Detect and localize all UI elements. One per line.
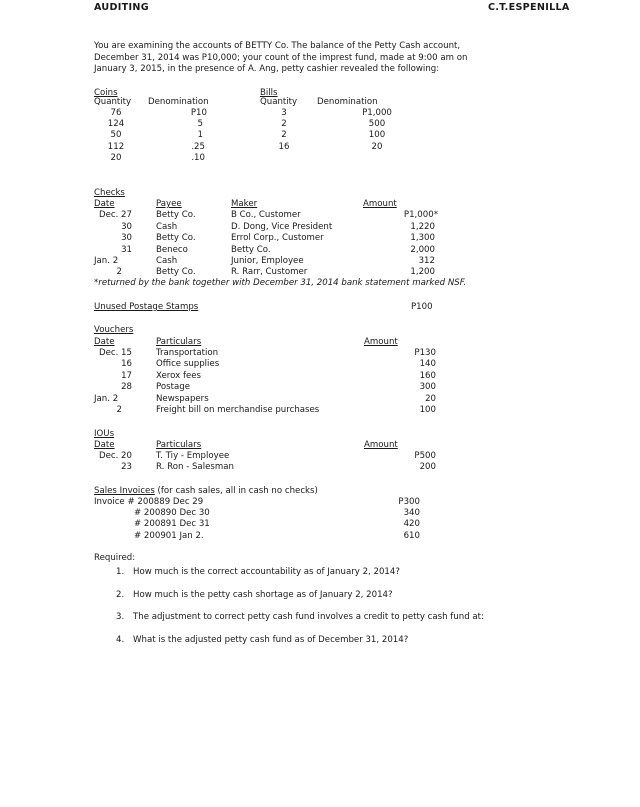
question-text: How much is the petty cash shortage as of January 2, 2014? bbox=[133, 590, 393, 600]
sales-title: Sales Invoices bbox=[94, 486, 155, 496]
coins-denom: 1 bbox=[197, 130, 203, 140]
ious-particulars-header: Particulars bbox=[156, 440, 202, 450]
course-title: AUDITING bbox=[94, 2, 149, 13]
question-number: 4. bbox=[116, 635, 125, 645]
checks-date-header: Date bbox=[94, 199, 115, 209]
coins-quantity-header: Quantity bbox=[94, 97, 132, 107]
voucher-amount: 100 bbox=[419, 405, 436, 415]
checks-footnote: *returned by the bank together with December 31, 2014 bank statement marked NSF. bbox=[94, 278, 467, 288]
check-amount: P1,000* bbox=[403, 210, 438, 220]
check-payee: Cash bbox=[156, 256, 178, 266]
iou-particulars: T. Tiy - Employee bbox=[156, 451, 230, 461]
checks-title: Checks bbox=[94, 188, 125, 198]
intro-line: December 31, 2014 was P10,000; your count of the imprest fund, made at 9:00 am on bbox=[94, 52, 468, 63]
coins-denomination-header: Denomination bbox=[148, 97, 209, 107]
check-date: Jan. 2 bbox=[94, 256, 119, 266]
check-amount: 1,220 bbox=[410, 222, 435, 232]
question-number: 2. bbox=[116, 590, 125, 600]
voucher-particulars: Newspapers bbox=[156, 394, 209, 404]
bills-qty: 16 bbox=[278, 142, 290, 152]
author-name: C.T.ESPENILLA bbox=[488, 2, 570, 13]
ious-amount-header: Amount bbox=[364, 440, 398, 450]
voucher-date: 28 bbox=[121, 382, 132, 392]
vouchers-title: Vouchers bbox=[94, 325, 134, 335]
coins-denom: .25 bbox=[191, 142, 205, 152]
check-maker: Betty Co. bbox=[231, 245, 271, 255]
coins-qty: 124 bbox=[107, 119, 125, 129]
ious-title: IOUs bbox=[94, 429, 115, 439]
coins-qty: 50 bbox=[110, 130, 122, 140]
iou-date: 23 bbox=[121, 462, 132, 472]
checks-amount-header: Amount bbox=[363, 199, 397, 209]
sales-subtitle: (for cash sales, all in cash no checks) bbox=[154, 486, 318, 496]
invoice-label: # 200890 Dec 30 bbox=[134, 508, 210, 518]
check-maker: D. Dong, Vice President bbox=[231, 222, 333, 232]
coins-denom: P10 bbox=[190, 108, 207, 118]
invoice-label: Invoice # 200889 Dec 29 bbox=[94, 497, 204, 507]
coins-denom: .10 bbox=[191, 153, 205, 163]
voucher-amount: 300 bbox=[419, 382, 436, 392]
voucher-amount: 20 bbox=[425, 394, 436, 404]
check-payee: Betty Co. bbox=[156, 267, 196, 277]
coins-qty: 20 bbox=[110, 153, 122, 163]
voucher-date: 16 bbox=[121, 359, 132, 369]
coins-denom: 5 bbox=[197, 119, 203, 129]
bills-denom: 20 bbox=[371, 142, 383, 152]
voucher-date: Dec. 15 bbox=[98, 348, 132, 358]
check-date: 30 bbox=[121, 222, 132, 232]
bills-qty: 2 bbox=[281, 130, 287, 140]
voucher-date: Jan. 2 bbox=[94, 394, 119, 404]
intro-paragraph bbox=[94, 41, 524, 76]
bills-denom: P1,000 bbox=[362, 108, 392, 118]
invoice-label: # 200901 Jan 2. bbox=[134, 531, 204, 541]
voucher-particulars: Transportation bbox=[156, 348, 219, 358]
invoice-label: # 200891 Dec 31 bbox=[134, 519, 210, 529]
iou-particulars: R. Ron - Salesman bbox=[156, 462, 234, 472]
bills-quantity-header: Quantity bbox=[260, 97, 298, 107]
voucher-particulars: Office supplies bbox=[156, 359, 220, 369]
voucher-date: 17 bbox=[121, 371, 132, 381]
invoice-amount: P300 bbox=[398, 497, 420, 507]
postage-label: Unused Postage Stamps bbox=[94, 302, 199, 312]
bills-title: Bills bbox=[260, 88, 278, 98]
intro-line: You are examining the accounts of BETTY Co. The balance of the Petty Cash account, bbox=[94, 41, 461, 51]
check-amount: 1,300 bbox=[410, 233, 435, 243]
vouchers-date-header: Date bbox=[94, 337, 115, 347]
voucher-particulars: Postage bbox=[156, 382, 190, 392]
check-date: 30 bbox=[121, 233, 132, 243]
iou-date: Dec. 20 bbox=[98, 451, 132, 461]
question-text: The adjustment to correct petty cash fund involves a credit to petty cash fund at: bbox=[133, 612, 484, 622]
invoice-amount: 610 bbox=[403, 531, 420, 541]
required-title: Required: bbox=[94, 553, 136, 563]
vouchers-particulars-header: Particulars bbox=[156, 337, 202, 347]
invoice-amount: 420 bbox=[403, 519, 420, 529]
voucher-date: 2 bbox=[116, 405, 122, 415]
question-number: 3. bbox=[116, 612, 125, 622]
voucher-amount: 160 bbox=[419, 371, 436, 381]
check-payee: Beneco bbox=[156, 245, 188, 255]
check-amount: 1,200 bbox=[410, 267, 435, 277]
check-maker: Junior, Employee bbox=[231, 256, 304, 266]
postage-amount: P100 bbox=[411, 302, 433, 312]
check-date: 31 bbox=[121, 245, 132, 255]
voucher-amount: 140 bbox=[419, 359, 436, 369]
check-maker: B Co., Customer bbox=[231, 210, 301, 220]
check-maker: R. Rarr, Customer bbox=[231, 267, 308, 277]
invoice-amount: 340 bbox=[403, 508, 420, 518]
voucher-particulars: Freight bill on merchandise purchases bbox=[156, 405, 320, 415]
bills-denomination-header: Denomination bbox=[317, 97, 378, 107]
voucher-particulars: Xerox fees bbox=[156, 371, 202, 381]
coins-title: Coins bbox=[94, 88, 118, 98]
intro-line: January 3, 2015, in the presence of A. Ang, petty cashier revealed the following: bbox=[94, 64, 440, 74]
question-number: 1. bbox=[116, 567, 125, 577]
bills-denom: 100 bbox=[368, 130, 386, 140]
bills-qty: 2 bbox=[281, 119, 287, 129]
iou-amount: P500 bbox=[414, 451, 436, 461]
check-payee: Cash bbox=[156, 222, 178, 232]
coins-qty: 76 bbox=[110, 108, 122, 118]
checks-maker-header: Maker bbox=[231, 199, 258, 209]
bills-denom: 500 bbox=[368, 119, 386, 129]
check-date: Dec. 27 bbox=[98, 210, 132, 220]
check-date: 2 bbox=[116, 267, 122, 277]
check-maker: Errol Corp., Customer bbox=[231, 233, 324, 243]
vouchers-amount-header: Amount bbox=[364, 337, 398, 347]
voucher-amount: P130 bbox=[414, 348, 436, 358]
sales-heading bbox=[94, 487, 318, 496]
iou-amount: 200 bbox=[419, 462, 436, 472]
question-text: How much is the correct accountability as of January 2, 2014? bbox=[133, 567, 400, 577]
coins-qty: 112 bbox=[107, 142, 125, 152]
bills-qty: 3 bbox=[281, 108, 287, 118]
question-text: What is the adjusted petty cash fund as of December 31, 2014? bbox=[133, 635, 409, 645]
check-amount: 312 bbox=[418, 256, 435, 266]
ious-date-header: Date bbox=[94, 440, 115, 450]
check-payee: Betty Co. bbox=[156, 233, 196, 243]
check-amount: 2,000 bbox=[410, 245, 435, 255]
checks-payee-header: Payee bbox=[156, 199, 182, 209]
check-payee: Betty Co. bbox=[156, 210, 196, 220]
